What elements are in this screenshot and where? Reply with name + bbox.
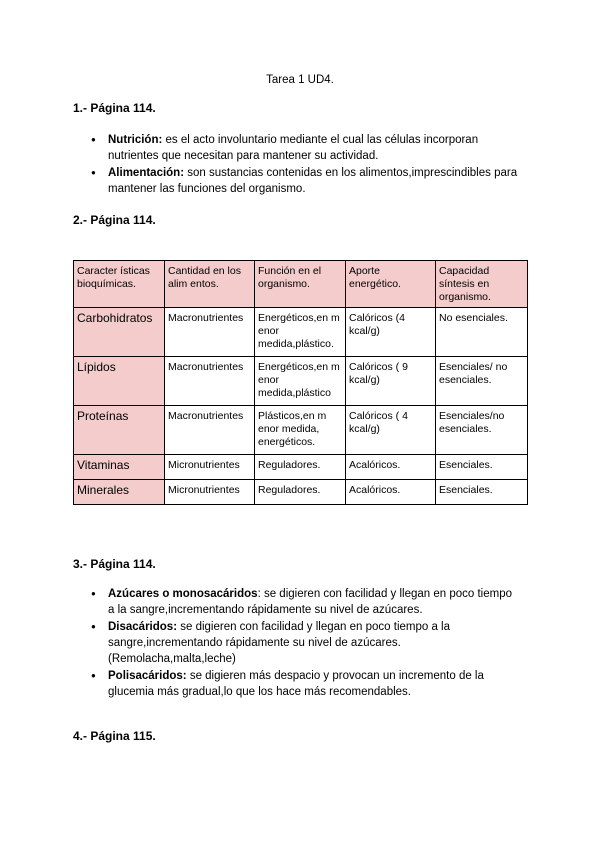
table-cell: Energéticos,en m enor medida,plástico.: [255, 308, 346, 357]
row-label: Carbohidratos: [74, 308, 165, 357]
bullet-text: : se digieren con facilidad y llegan en poco tiempo a la sangre,incrementando rápidamente su nivel de azúcares.: [108, 588, 512, 616]
table-cell: Esenciales/ no esenciales.: [436, 357, 528, 406]
list-item: [91, 132, 531, 164]
bullet-term: Alimentación:: [108, 167, 185, 179]
table-row: [74, 308, 528, 357]
section-1-heading: 1.- Página 114.: [73, 101, 156, 115]
row-label: Proteínas: [74, 406, 165, 455]
table-cell: Calóricos ( 4 kcal/g): [346, 406, 436, 455]
list-item: [91, 668, 516, 700]
section-2-heading: 2.- Página 114.: [73, 213, 156, 227]
table-cell: Macronutrientes: [165, 406, 255, 455]
table-cell: Reguladores.: [255, 480, 346, 505]
list-item: [91, 165, 531, 197]
row-label: Vitaminas: [74, 455, 165, 480]
table-cell: Macronutrientes: [165, 308, 255, 357]
row-label: Minerales: [74, 480, 165, 505]
document-title: Tarea 1 UD4.: [266, 74, 334, 86]
table-cell: Esenciales/no esenciales.: [436, 406, 528, 455]
bullet-term: Nutrición:: [108, 134, 163, 146]
section-3-list: [91, 586, 516, 701]
bullet-term: Azúcares o monosacáridos: [108, 588, 258, 600]
table-cell: Reguladores.: [255, 455, 346, 480]
row-label: Lípidos: [74, 357, 165, 406]
bullet-text: es el acto involuntario mediante el cual las células incorporan nutrientes que necesitan para mantener su actividad.: [108, 134, 479, 162]
table-cell: Calóricos ( 9 kcal/g): [346, 357, 436, 406]
section-1-list: [91, 132, 531, 198]
biochemistry-table: [73, 260, 528, 505]
column-header: Caracter ísticas bioquímicas.: [74, 261, 165, 308]
bullet-term: Polisacáridos:: [108, 670, 187, 682]
table-cell: Esenciales.: [436, 455, 528, 480]
table-cell: Micronutrientes: [165, 455, 255, 480]
list-item: [91, 586, 516, 618]
bullet-term: Disacáridos:: [108, 621, 178, 633]
table-cell: Micronutrientes: [165, 480, 255, 505]
table-cell: Macronutrientes: [165, 357, 255, 406]
bullet-text: se digieren con facilidad y llegan en poco tiempo a la sangre,incrementando rápidamente su nivel de azúcares. (Remolacha,malta,leche): [108, 621, 451, 665]
table-cell: No esenciales.: [436, 308, 528, 357]
column-header: Capacidad síntesis en organismo.: [436, 261, 528, 308]
bullet-text: son sustancias contenidas en los alimentos,imprescindibles para mantener las funciones del organismo.: [108, 167, 518, 195]
column-header: Cantidad en los alim entos.: [165, 261, 255, 308]
table-row: [74, 455, 528, 480]
section-3-heading: 3.- Página 114.: [73, 557, 156, 571]
table-row: [74, 480, 528, 505]
table-row: [74, 406, 528, 455]
table-cell: Plásticos,en m enor medida, energéticos.: [255, 406, 346, 455]
bullet-text: se digieren más despacio y provocan un incremento de la glucemia más gradual,lo que los hace más recomendables.: [108, 670, 484, 698]
column-header: Función en el organismo.: [255, 261, 346, 308]
table-cell: Energéticos,en m enor medida,plástico: [255, 357, 346, 406]
table-header-row: [74, 261, 528, 308]
column-header: Aporte energético.: [346, 261, 436, 308]
table-cell: Acalóricos.: [346, 455, 436, 480]
section-4-heading: 4.- Página 115.: [73, 729, 156, 743]
table-cell: Esenciales.: [436, 480, 528, 505]
table-row: [74, 357, 528, 406]
table-cell: Calóricos (4 kcal/g): [346, 308, 436, 357]
table-cell: Acalóricos.: [346, 480, 436, 505]
list-item: [91, 619, 516, 667]
